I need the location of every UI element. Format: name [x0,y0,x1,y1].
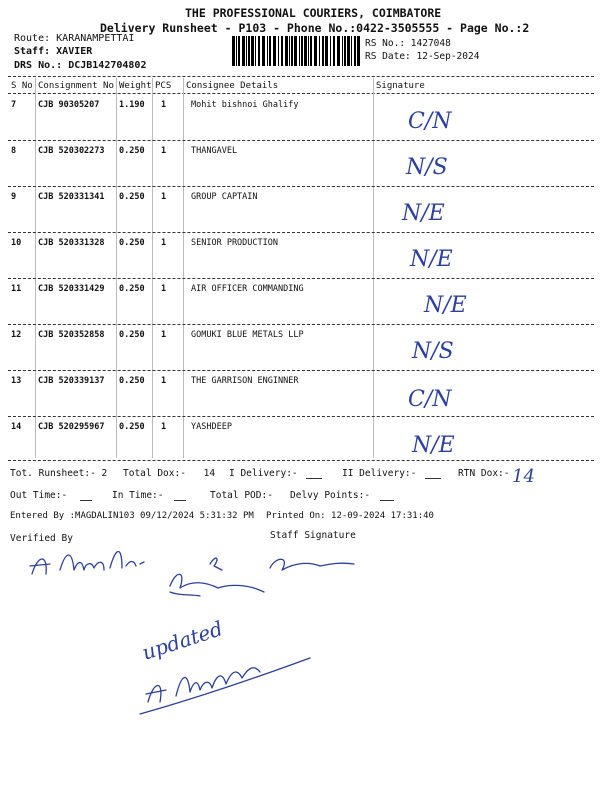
row-10-signature: N/E [410,247,453,272]
row-10-consignee: SENIOR PRODUCTION [191,238,278,248]
row-9-sno: 9 [11,192,17,202]
total-pod: Total POD:- [210,490,273,501]
row-9-weight: 0.250 [119,192,145,202]
printed-on: Printed On: 12-09-2024 17:31:40 [266,511,434,521]
row-11-consignment: CJB 520331429 [38,284,105,294]
header-rule-top [8,76,594,77]
row-13-weight: 0.250 [119,376,145,386]
rtn-dox: RTN Dox:- [458,468,510,479]
in-time-blank [174,500,186,501]
entered-by: Entered By :MAGDALIN103 09/12/2024 5:31:32 PM [10,511,254,521]
rtn-dox-handwritten [510,462,550,488]
updated-signature [140,658,310,714]
col-sep-4 [183,78,184,458]
row-13-consignee: THE GARRISON ENGINNER [191,376,299,386]
barcode-bar [294,36,297,66]
barcode-bar [269,36,271,66]
company-name: THE PROFESSIONAL COURIERS, COIMBATORE [185,6,442,20]
barcode-bar [242,36,245,66]
barcode-bar [258,36,260,66]
row-12-consignment: CJB 520352858 [38,330,105,340]
barcode-bar [289,36,290,66]
row-11-sno: 11 [11,284,22,294]
row-12-weight: 0.250 [119,330,145,340]
staff-label: Staff: [14,46,51,57]
row-7-sno: 7 [11,100,17,110]
col-header-sno: S No [11,81,33,91]
row-11-weight: 0.250 [119,284,145,294]
route-value: KARANAMPETTAI [56,33,135,44]
row-14-weight: 0.250 [119,422,145,432]
col-sep-2 [116,78,117,458]
total-dox-value: 14 [203,468,216,479]
route-label: Route: [14,33,51,44]
row-13-signature: C/N [408,387,452,412]
row-10-consignment: CJB 520331328 [38,238,105,248]
header-rule-bottom [8,93,594,94]
rtn-dox-handwritten-value: 14 [512,466,535,487]
i-delivery: I Delivery:- [229,468,298,479]
barcode-bar [246,36,247,66]
col-header-consignee: Consignee Details [186,81,279,91]
barcode-bar [273,36,276,66]
route-line [14,33,134,44]
staff-signature-scribble [170,558,354,596]
row-13-pcs: 1 [161,376,167,386]
barcode-bar [330,36,331,66]
row-8-pcs: 1 [161,146,167,156]
rs-no-label: RS No.: [365,38,406,49]
drs-line [14,60,146,71]
barcode-bar [251,36,254,66]
barcode-bar [285,36,288,66]
tot-runsheet: Tot. Runsheet:- 2 [10,468,108,479]
row-8-consignment: CJB 520302273 [38,146,105,156]
row-14-pcs: 1 [161,422,167,432]
barcode-bar [319,36,320,66]
row-11-consignee: AIR OFFICER COMMANDING [191,284,304,294]
col-header-signature: Signature [376,81,425,91]
barcode-bar [248,36,250,66]
row-7-signature: C/N [408,109,452,134]
row-8-weight: 0.250 [119,146,145,156]
rs-date-line [365,51,479,62]
row-9-signature: N/E [402,201,445,226]
col-sep-1 [35,78,36,458]
barcode-bar [299,36,300,66]
ii-delivery-blank [425,478,441,479]
barcode-bar [325,36,328,66]
out-time-blank [80,500,92,501]
staff-line [14,46,92,57]
barcode-bar [310,36,312,66]
totals-line [10,468,107,479]
barcode-bar [301,36,303,66]
staff-value: XAVIER [56,46,93,57]
row-7-weight: 1.190 [119,100,145,110]
barcode-bar [337,36,340,66]
row-7-consignee: Mohit bishnoi Ghalify [191,100,299,110]
updated-note-text: updated [139,616,226,665]
barcode-bar [236,36,237,66]
ii-delivery: II Delivery:- [342,468,417,479]
staff-signature: Staff Signature [270,530,356,541]
delvy-points-blank [380,500,394,501]
row-8-signature: N/S [406,155,448,180]
row-13-sno: 13 [11,376,22,386]
barcode-bar [342,36,343,66]
row-7-consignment: CJB 90305207 [38,100,100,110]
row-12-signature: N/S [412,339,454,364]
total-dox [123,468,215,479]
row-14-consignment: CJB 520295967 [38,422,105,432]
row-10-pcs: 1 [161,238,167,248]
rs-date-label: RS Date: [365,51,411,62]
barcode-bar [267,36,268,66]
barcode-bar [304,36,307,66]
row-7-pcs: 1 [161,100,167,110]
col-sep-5 [373,78,374,458]
runsheet-title: Delivery Runsheet - P103 - Phone No.:0422-3505555 - Page No.:2 [100,21,530,35]
barcode-bar [278,36,279,66]
barcode-bar [291,36,293,66]
barcode-bar [281,36,283,66]
barcode-bar [314,36,317,66]
drs-label: DRS No.: [14,60,63,71]
row-8-sno: 8 [11,146,17,156]
barcode-bar [354,36,356,66]
barcode-bar [322,36,324,66]
row-10-weight: 0.250 [119,238,145,248]
row-9-pcs: 1 [161,192,167,202]
row-14-consignee: YASHDEEP [191,422,232,432]
row-12-sno: 12 [11,330,22,340]
rs-no-value: 1427048 [410,38,451,49]
barcode-image [232,36,360,66]
barcode-bar [351,36,352,66]
delvy-points: Delvy Points:- [290,490,371,501]
row-9-consignment: CJB 520331341 [38,192,105,202]
barcode-bar [344,36,346,66]
signature-marks [376,96,576,466]
barcode-bar [308,36,309,66]
out-time: Out Time:- [10,490,68,501]
row-12-pcs: 1 [161,330,167,340]
row-12-consignee: GOMUKI BLUE METALS LLP [191,330,304,340]
i-delivery-blank [306,478,322,479]
verifier-signature [30,552,144,575]
in-time: In Time:- [112,490,164,501]
row-14-sno: 14 [11,422,22,432]
handwritten-signatures [20,540,440,720]
barcode-bar [262,36,265,66]
verified-by: Verified By [10,533,73,544]
col-sep-3 [152,78,153,458]
col-header-pcs: PCS [155,81,172,91]
row-9-consignee: GROUP CAPTAIN [191,192,258,202]
barcode-bar [232,36,235,66]
row-11-signature: N/E [424,293,467,318]
barcode-bar [255,36,256,66]
barcode-bar [238,36,240,66]
barcode-bar [357,36,360,66]
row-13-consignment: CJB 520339137 [38,376,105,386]
row-8-consignee: THANGAVEL [191,146,238,156]
barcode-bar [347,36,350,66]
rs-no-line [365,38,451,49]
updated-note [139,616,225,665]
total-dox-label: Total Dox:- [123,468,186,479]
row-14-signature: N/E [412,433,455,458]
row-10-sno: 10 [11,238,22,248]
col-header-consignment: Consignment No [38,81,114,91]
col-header-weight: Weight [119,81,152,91]
row-11-pcs: 1 [161,284,167,294]
rs-date-value: 12-Sep-2024 [416,51,480,62]
barcode-bar [333,36,335,66]
drs-value: DCJB142704802 [68,60,147,71]
